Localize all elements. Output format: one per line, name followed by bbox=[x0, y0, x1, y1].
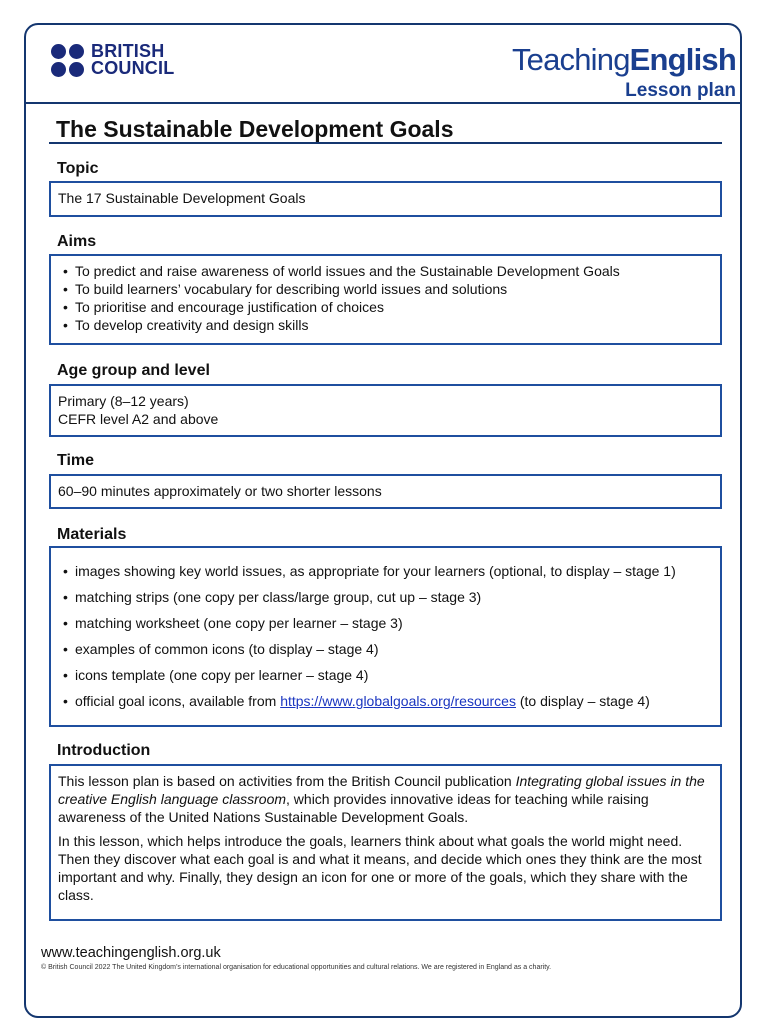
level-line: CEFR level A2 and above bbox=[58, 411, 219, 427]
age-box bbox=[49, 384, 722, 437]
list-item: • To build learners’ vocabulary for describing world issues and solutions bbox=[58, 280, 713, 298]
brand-light: Teaching bbox=[511, 42, 630, 77]
aims-list bbox=[58, 262, 713, 334]
time-text: 60–90 minutes approximately or two shorter lessons bbox=[58, 483, 382, 499]
topic-heading: Topic bbox=[57, 160, 99, 177]
age-heading: Age group and level bbox=[57, 362, 210, 379]
materials-last-prefix: official goal icons, available from bbox=[75, 693, 281, 709]
materials-heading: Materials bbox=[57, 526, 127, 543]
globalgoals-link[interactable]: https://www.globalgoals.org/resources bbox=[280, 693, 516, 709]
materials-list bbox=[58, 562, 713, 710]
aims-heading: Aims bbox=[57, 233, 97, 250]
publication-title: Integrating global issues in the creative English language classroom bbox=[58, 773, 705, 807]
logo-line-1: BRITISH bbox=[91, 41, 165, 61]
list-item: • To develop creativity and design skills bbox=[58, 316, 713, 334]
list-item: • matching strips (one copy per class/large group, cut up – stage 3) bbox=[58, 588, 713, 606]
brand-strong: English bbox=[629, 42, 736, 77]
age-line: Primary (8–12 years) bbox=[58, 393, 189, 409]
teachingenglish-brand bbox=[512, 42, 736, 102]
introduction-heading: Introduction bbox=[57, 742, 151, 759]
introduction-box bbox=[49, 764, 722, 921]
footer-website[interactable]: www.teachingenglish.org.uk bbox=[41, 945, 221, 961]
logo-line-2: COUNCIL bbox=[91, 58, 175, 78]
time-box bbox=[49, 474, 722, 509]
title-divider bbox=[49, 142, 722, 144]
list-item: • matching worksheet (one copy per learner – stage 3) bbox=[58, 614, 713, 632]
page-title: The Sustainable Development Goals bbox=[56, 116, 454, 142]
doc-type-label: Lesson plan bbox=[625, 80, 736, 101]
introduction-paragraph-2: In this lesson, which helps introduce the goals, learners think about what goals the world might need. Then they discover what each goal is and what it means, and decide which ones they think are the most important and why. Finally, they design an icon for one or more of the goals, which they share with the class. bbox=[58, 833, 702, 903]
list-item: • To predict and raise awareness of world issues and the Sustainable Development Goals bbox=[58, 262, 713, 280]
footer-copyright: © British Council 2022 The United Kingdom’s international organisation for educational opportunities and cultural relations. We are registered in England as a charity. bbox=[41, 964, 552, 971]
topic-text: The 17 Sustainable Development Goals bbox=[58, 190, 306, 206]
list-item: • To prioritise and encourage justification of choices bbox=[58, 298, 713, 316]
intro-p1-start: This lesson plan is based on activities from the British Council publication bbox=[58, 773, 516, 789]
header-divider bbox=[24, 102, 742, 104]
introduction-paragraph-1 bbox=[58, 772, 713, 826]
british-council-logo bbox=[51, 43, 174, 77]
topic-box bbox=[49, 181, 722, 217]
list-item bbox=[58, 692, 713, 710]
teachingenglish-logo bbox=[512, 42, 736, 78]
materials-box bbox=[49, 546, 722, 727]
list-item: • examples of common icons (to display – stage 4) bbox=[58, 640, 713, 658]
list-item: • icons template (one copy per learner – stage 4) bbox=[58, 666, 713, 684]
list-item: • images showing key world issues, as appropriate for your learners (optional, to display – stage 1) bbox=[58, 562, 713, 580]
aims-box bbox=[49, 254, 722, 345]
british-council-dots-icon bbox=[51, 44, 84, 77]
time-heading: Time bbox=[57, 452, 95, 469]
intro-p1-end: , which provides innovative ideas for teaching while raising awareness of the United Nations Sustainable Development Goals. bbox=[58, 791, 649, 825]
materials-last-suffix: (to display – stage 4) bbox=[515, 693, 650, 709]
